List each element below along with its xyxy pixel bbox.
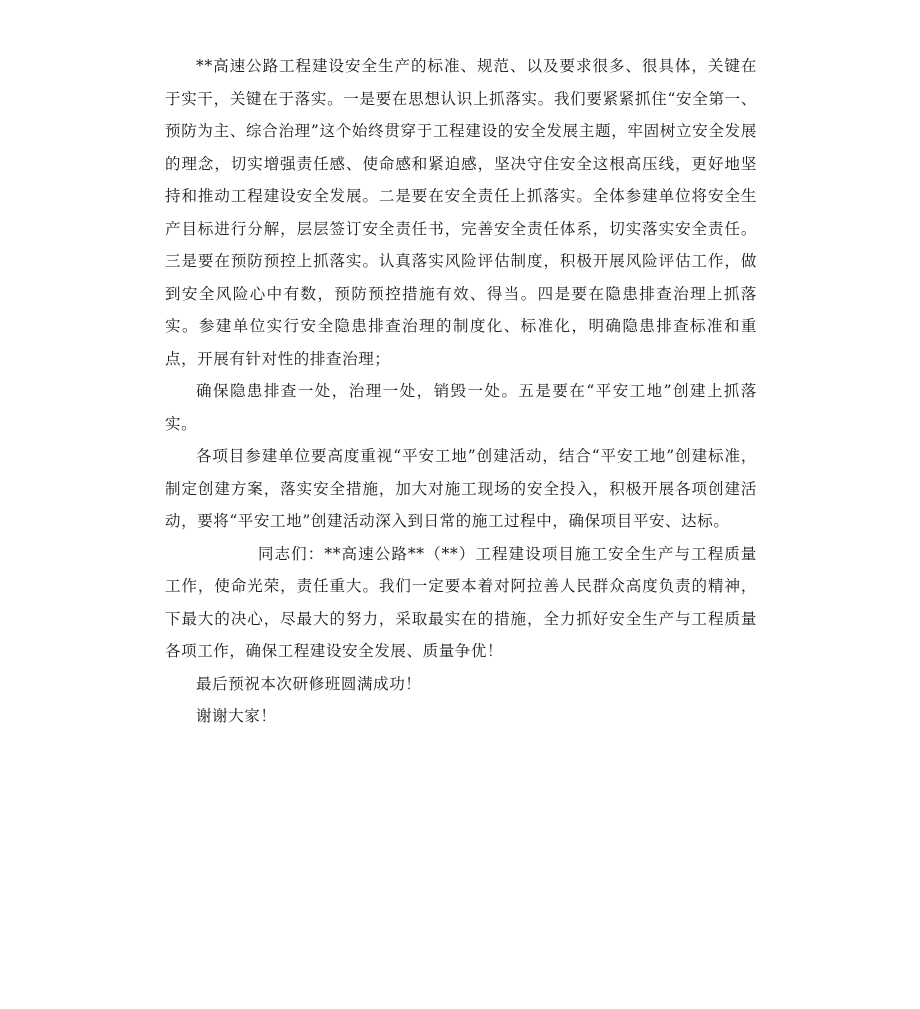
paragraph-thanks: 谢谢大家！: [196, 707, 277, 725]
paragraph-safe-site-campaign: 各项目参建单位要高度重视“平安工地”创建活动，结合“平安工地”创建标准，制定创建方案，落实安全措施，加大对施工现场的安全投入，积极开展各项创建活动，要将“平安工地”创建活动深入到日常的施工过程中，确保项目平安、达标。: [165, 447, 757, 530]
paragraph-hazard-elimination: 确保隐患排查一处，治理一处，销毁一处。五是要在“平安工地”创建上抓落实。: [165, 382, 757, 433]
document-body: [165, 50, 757, 733]
paragraph-comrades-address: 同志们：**高速公路**（**）工程建设项目施工安全生产与工程质量工作，使命光荣，责任重大。我们一定要本着对阿拉善人民群众高度负责的精神，下最大的决心，尽最大的努力，采取最实在的措施，全力抓好安全生产与工程质量各项工作，确保工程建设安全发展、质量争优！: [165, 544, 757, 660]
paragraph-safety-implementation: **高速公路工程建设安全生产的标准、规范、以及要求很多、很具体，关键在于实干，关键在于落实。一是要在思想认识上抓落实。我们要紧紧抓住“安全第一、预防为主、综合治理”这个始终贯穿于工程建设的安全发展主题，牢固树立安全发展的理念，切实增强责任感、使命感和紧迫感，坚决守住安全这根高压线，更好地坚持和推动工程建设安全发展。二是要在安全责任上抓落实。全体参建单位将安全生产目标进行分解，层层签订安全责任书，完善安全责任体系，切实落实安全责任。三是要在预防预控上抓落实。认真落实风险评估制度，积极开展风险评估工作，做到安全风险心中有数，预防预控措施有效、得当。四是要在隐患排查治理上抓落实。参建单位实行安全隐患排查治理的制度化、标准化，明确隐患排查标准和重点，开展有针对性的排查治理；: [165, 57, 757, 368]
paragraph-closing-wish: 最后预祝本次研修班圆满成功！: [196, 674, 422, 693]
